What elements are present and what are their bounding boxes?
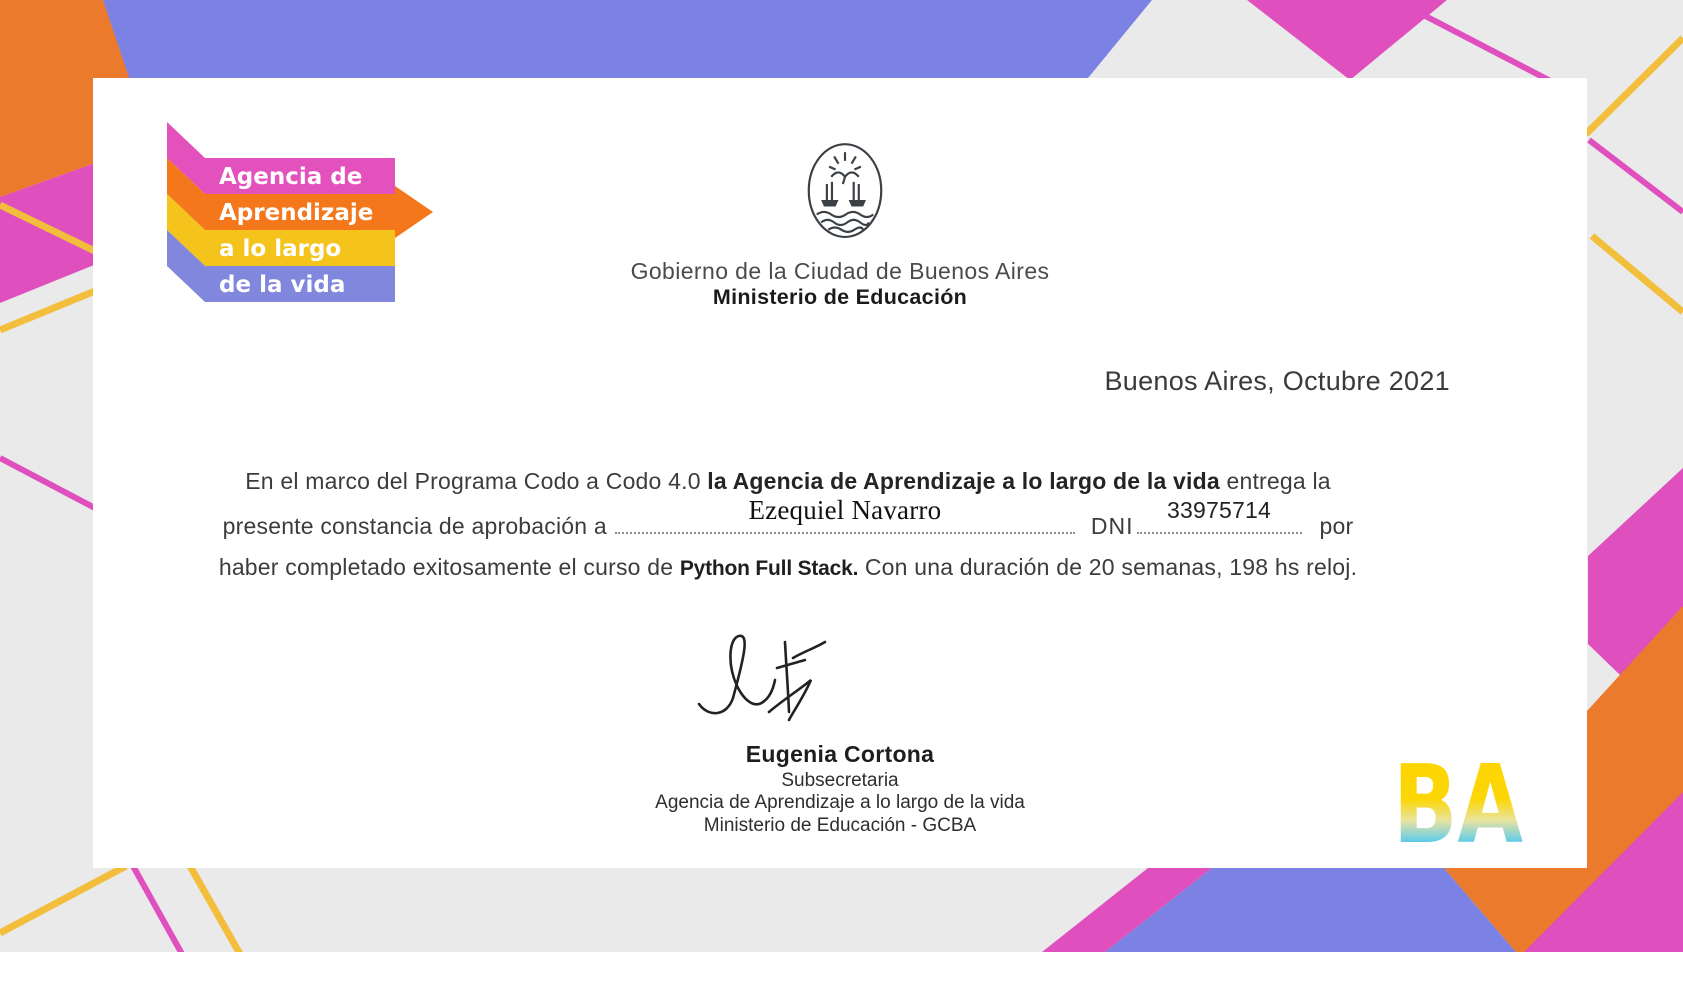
dni-number: 33975714 xyxy=(1167,497,1271,523)
yellow-bottom-line-2 xyxy=(190,866,240,954)
dni-label: DNI xyxy=(1090,513,1134,539)
ribbon-text-1: Agencia de xyxy=(219,164,363,190)
body-line2-post: por xyxy=(1319,513,1354,539)
body-line3-post: Con una duración de 20 semanas, 198 hs reloj. xyxy=(858,554,1358,580)
certificate-body xyxy=(133,461,1443,589)
ba-logo xyxy=(1393,756,1543,848)
pink-right-line xyxy=(1589,140,1683,212)
crest-ship-right xyxy=(849,200,866,207)
body-line1-bold: la Agencia de Aprendizaje a lo largo de la vida xyxy=(707,468,1220,494)
student-name: Ezequiel Navarro xyxy=(748,495,942,525)
signer-ministry: Ministerio de Educación - GCBA xyxy=(703,815,977,836)
buenos-aires-crest-icon xyxy=(805,142,885,242)
body-line2-pre: presente constancia de aprobación a xyxy=(222,513,607,539)
body-line-2 xyxy=(133,495,1443,547)
signer-role: Subsecretaria xyxy=(781,770,899,791)
body-line3-pre: haber completado exitosamente el curso de xyxy=(218,554,680,580)
purple-top-band xyxy=(55,0,1152,78)
ba-logo-text: BA xyxy=(1393,756,1524,848)
dni-dotted-line xyxy=(1137,497,1302,534)
crest-ship-left xyxy=(821,200,838,207)
pink-top-right-line xyxy=(1410,8,1564,88)
ministry-line: Ministerio de Educación xyxy=(712,285,968,309)
date-line: Buenos Aires, Octubre 2021 xyxy=(1104,366,1450,396)
signer-org: Agencia de Aprendizaje a lo largo de la vida xyxy=(655,792,1025,813)
government-line: Gobierno de la Ciudad de Buenos Aires xyxy=(630,258,1050,284)
yellow-bottom-line-1 xyxy=(0,866,126,933)
yellow-right-line-1 xyxy=(1586,38,1683,134)
signature-icon xyxy=(693,626,878,726)
pink-bottom-line xyxy=(133,866,182,954)
body-line1-post: entrega la xyxy=(1219,468,1331,494)
ribbon-text-2: Aprendizaje xyxy=(219,200,374,226)
course-name: Python Full Stack. xyxy=(679,557,859,580)
name-dotted-line xyxy=(615,495,1075,534)
body-line1-pre: En el marco del Programa Codo a Codo 4.0 xyxy=(245,468,708,494)
certificate-card xyxy=(93,78,1587,868)
signer-name: Eugenia Cortona xyxy=(745,741,935,767)
body-line-3 xyxy=(133,547,1443,589)
yellow-right-line-2 xyxy=(1592,236,1683,312)
white-bottom-strip xyxy=(0,952,1683,989)
ribbon-text-3: a lo largo xyxy=(219,236,342,262)
ribbon-arrow-icon xyxy=(395,186,433,238)
ribbon-text-4: de la vida xyxy=(219,272,346,298)
